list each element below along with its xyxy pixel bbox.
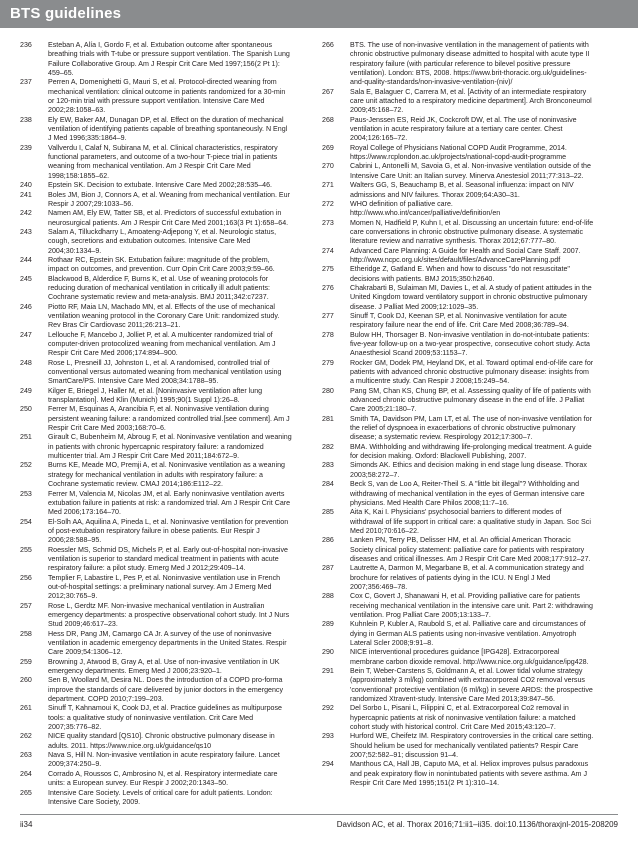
reference-number: 248 [20,358,32,367]
reference-item [322,247,594,266]
reference-number: 287 [322,564,334,573]
reference-number: 272 [322,199,334,208]
reference-text: Cabrini L, Antonelli M, Savoia G, et al. Non-invasive ventilation outside of the Intensive Care Unit: an Italian survey. Minerva Anestesiol 2011;77:313–22. [350,162,591,180]
reference-number: 260 [20,676,32,685]
reference-number: 259 [20,657,32,666]
reference-text: Kuhnlein P, Kubler A, Raubold S, et al. Palliative care and circumstances of dying in German ALS patients using non-invasive ventilation. Amyotroph Lateral Scler 2008;9:91–8. [350,620,586,647]
reference-text: Chakrabarti B, Sulaiman MI, Davies L, et al. A study of patient attitudes in the United Kingdom toward ventilatory support in chronic obstructive pulmonary disease. J Palliat Med 2009;12:1029–35. [350,283,592,311]
reference-text: Royal College of Physicians National COPD Audit Programme, 2014. https://www.rcplondon.ac.uk/projects/national-copd-audit-programme [350,143,567,162]
reference-number: 278 [322,330,334,339]
reference-item [20,658,292,677]
reference-item [20,116,292,144]
reference-text: Nava S, Hill N. Non-invasive ventilation in acute respiratory failure. Lancet 2009;374:250–9. [48,751,280,769]
section-header-bar [0,0,638,28]
reference-item [322,200,594,219]
reference-number: 270 [322,162,334,171]
reference-number: 265 [20,788,32,797]
reference-item [20,574,292,602]
reference-item [322,219,594,247]
reference-text: Bulow HH, Thorsager B. Non-invasive ventilation in do-not-intubate patients: five-year follow-up on a two-year prospective, consecutive cohort study. Acta Anaesthesiol Scand 2009;53:1153–7. [350,330,590,358]
reference-text: Intensive Care Society. Levels of critical care for adult patients. London: Intensive Care Society, 2009. [48,788,273,806]
reference-item [20,181,292,190]
reference-number: 240 [20,181,32,190]
reference-item [20,676,292,704]
reference-text: Blackwood B, Alderdice F, Burns K, et al. Use of weaning protocols for reducing duration of mechanical ventilation in critically ill adult patients: Cochrane systematic review and meta-analysis. BMJ 2011;342:c7237. [48,274,270,302]
reference-number: 283 [322,461,334,470]
reference-text: Beck S, van de Loo A, Reiter-Theil S. A "little bit illegal"? Withholding and withdrawing of mechanical ventilation in the eyes of German intensive care physicians. Med Health Care Philos 2008;11:7–16. [350,480,585,507]
reference-number: 255 [20,545,32,554]
reference-item [20,546,292,574]
reference-item [20,732,292,751]
reference-number: 269 [322,143,334,152]
reference-item [322,415,594,443]
reference-text: Smith TA, Davidson PM, Lam LT, et al. The use of non-invasive ventilation for the relief of dyspnoea in exacerbations of chronic obstructive pulmonary disease; a systematic review. Respirology 2012;17:300–7. [350,414,592,442]
reference-text: Momen N, Hadfield P, Kuhn I, et al. Discussing an uncertain future: end-of-life care conversations in chronic obstructive pulmonary disease. A systematic literature review and narrative synthesis. Thorax 2012;67:777–80. [350,218,594,246]
section-title: BTS guidelines [10,5,122,22]
reference-text: Templier F, Labastire L, Pes P, et al. Noninvasive ventilation use in French out-of-hospital settings: a preliminary national survey. Am J Emerg Med 2012;30:765–9. [48,573,281,601]
reference-item [20,630,292,658]
reference-number: 243 [20,227,32,236]
reference-text: NICE interventional procedures guidance [IPG428]. Extracorporeal membrane carbon dioxide removal. http://www.nice.org.uk/guidance/ipg428. [350,648,589,666]
reference-text: Sala E, Balaguer C, Carrera M, et al. [Activity of an intermediate respiratory care unit attached to a respiratory medicine department]. Arch Bronconeumol 2009;45:168–72. [350,87,592,115]
reference-text: Sinuff T, Kahnamoui K, Cook DJ, et al. Practice guidelines as multipurpose tools: a qualitative study of noninvasive ventilation. Crit Care Med 2007;35:776–82. [48,704,282,732]
reference-text: Kilger E, Briegel J, Haller M, et al. [Noninvasive ventilation after lung transplantation]. Med Klin (Munich) 1995;90(1 Suppl 1):26–8. [48,386,263,405]
reference-item [322,88,594,116]
reference-item [20,331,292,359]
reference-item [20,78,292,115]
reference-number: 247 [20,330,32,339]
reference-number: 252 [20,461,32,470]
reference-item [20,228,292,256]
footer-citation: Davidson AC, et al. Thorax 2016;71:ii1–ii35. doi:10.1136/thoraxjnl-2015-208209 [336,820,618,829]
reference-number: 267 [322,87,334,96]
reference-text: Rose L, Gerdtz MF. Non-invasive mechanical ventilation in Australian emergency departments: a prospective observational cohort study. Int J Nurs Stud 2009;46:617–23. [48,601,290,629]
reference-text: Roessler MS, Schmid DS, Michels P, et al. Early out-of-hospital non-invasive ventilation is superior to standard medical treatment in patients with acute respiratory failure: a pilot study. Emerg Med J 2012;29:409–14. [48,545,288,573]
reference-item [20,433,292,461]
reference-item [322,331,594,359]
reference-item [20,602,292,630]
reference-number: 264 [20,769,32,778]
reference-number: 257 [20,601,32,610]
reference-item [322,443,594,462]
reference-item [20,387,292,406]
reference-text: Lanken PN, Terry PB, Delisser HM, et al. An official American Thoracic Society clinical policy statement: palliative care for patients with respiratory diseases and critical illnesses. Am J Respir Crit Care Med 2008;177:912–27. [350,536,591,563]
reference-text: Vallverdu I, Calaf N, Subirana M, et al. Clinical characteristics, respiratory functional parameters, and outcome of a two-hour T-piece trial in patients weaning from mechanical ventilation. Am J Respir Crit Care Med 1998;158:1855–62. [48,143,278,180]
reference-number: 244 [20,255,32,264]
reference-number: 291 [322,667,334,676]
reference-number: 285 [322,508,334,517]
reference-text: Sinuff T, Cook DJ, Keenan SP, et al. Noninvasive ventilation for acute respiratory failure near the end of life. Crit Care Med 2008;36:789–94. [350,311,569,330]
reference-item [20,209,292,228]
reference-item [322,592,594,620]
reference-text: Corrado A, Roussos C, Ambrosino N, et al. Respiratory intermediate care units: a European survey. Eur Respir J 2002;20:1343–50. [48,769,278,788]
reference-text: Ely EW, Baker AM, Dunagan DP, et al. Effect on the duration of mechanical ventilation of identifying patients capable of breathing spontaneously. N Engl J Med 1996;335:1864–9. [48,115,288,143]
reference-number: 238 [20,115,32,124]
references-left-column [20,41,292,807]
reference-item [322,732,594,760]
reference-item [322,704,594,732]
reference-text: NICE quality standard [QS10]. Chronic obstructive pulmonary disease in adults. 2011. https://www.nice.org.uk/guidance/qs10 [48,732,275,750]
reference-number: 239 [20,143,32,152]
reference-text: Salam A, Tilluckdharry L, Amoateng-Adjepong Y, et al. Neurologic status, cough, secretions and extubation outcomes. Intensive Care Med 2004;30:1334–9. [48,227,277,255]
reference-text: Manthous CA, Hall JB, Caputo MA, et al. Heliox improves pulsus paradoxus and peak expiratory flow in nonintubated patients with severe asthma. Am J Respir Crit Care Med 1995;151(2 Pt 1):310–14. [350,760,589,788]
reference-number: 292 [322,704,334,713]
reference-number: 275 [322,265,334,274]
reference-number: 261 [20,704,32,713]
reference-number: 286 [322,536,334,545]
reference-number: 288 [322,592,334,601]
reference-number: 237 [20,78,32,87]
reference-text: Etheridge Z, Gatland E. When and how to discuss "do not resuscitate" decisions with patients. BMJ 2015;350:h2640. [350,265,570,283]
reference-text: Epstein SK. Decision to extubate. Intensive Care Med 2002;28:535–46. [48,181,272,190]
references-right-column [322,41,594,789]
reference-item [322,116,594,144]
reference-item [322,41,594,88]
reference-number: 254 [20,517,32,526]
reference-number: 262 [20,732,32,741]
reference-text: Paus-Jenssen ES, Reid JK, Cockcroft DW, et al. The use of noninvasive ventilation in acute respiratory failure at a tertiary care center. Chest 2004;126:165–72. [350,115,577,143]
reference-item [322,620,594,648]
reference-number: 249 [20,386,32,395]
reference-item [322,359,594,387]
reference-item [322,564,594,592]
reference-number: 241 [20,190,32,199]
reference-number: 289 [322,620,334,629]
reference-text: Rothaar RC, Epstein SK. Extubation failure: magnitude of the problem, impact on outcomes, and prevention. Curr Opin Crit Care 2003;9:59–66. [48,255,275,274]
reference-item [322,265,594,284]
reference-item [20,789,292,808]
page-number: ii34 [20,820,33,829]
reference-number: 290 [322,648,334,657]
reference-item [322,480,594,508]
reference-text: Lellouche F, Mancebo J, Jolliet P, et al. A multicenter randomized trial of computer-driven protocolized weaning from mechanical ventilation. Am J Respir Crit Care Med 2006;174:894–900. [48,330,276,358]
reference-item [20,275,292,303]
reference-text: Walters GG, S, Beauchamp B, et al. Seasonal influenza: impact on NIV admissions and NIV failures. Thorax 2009;64:A30–31. [350,181,574,199]
reference-text: Perren A, Domenighetti G, Mauri S, et al. Protocol-directed weaning from mechanical ventilation: clinical outcome in patients randomized for a 30-min or 120-min trial with pressure support ventilation. Intensive Care Med 2002;28:1058–63. [48,78,286,115]
reference-item [20,770,292,789]
reference-item [322,181,594,200]
reference-text: Esteban A, Alía I, Gordo F, et al. Extubation outcome after spontaneous breathing trials with T-tube or pressure support ventilation. The Spanish Lung Failure Collaborative Group. Am J Respir Crit Care Med 1997;156(2 Pt 1): 459–65. [48,41,290,78]
reference-item [322,387,594,415]
reference-item [20,256,292,275]
reference-number: 274 [322,246,334,255]
reference-item [322,648,594,667]
reference-text: Rose L, Presneill JJ, Johnston L, et al. A randomised, controlled trial of conventional versus automated weaning from mechanical ventilation using SmartCare/PS. Intensive Care Med 2008;34:1788–95. [48,358,282,386]
reference-item [322,284,594,312]
reference-text: Simonds AK. Ethics and decision making in end stage lung disease. Thorax 2003;58:272–7. [350,461,587,479]
reference-text: Cox C, Govert J, Shanawani H, et al. Providing palliative care for patients receiving mechanical ventilation in the intensive care unit. Part 2: withdrawing ventilation. Prog Palliat Care 2005;13:133–7. [350,592,593,619]
reference-item [20,303,292,331]
reference-item [20,144,292,181]
reference-text: Lautrette A, Darmon M, Megarbane B, et al. A communication strategy and brochure for relatives of patients dying in the ICU. N Engl J Med 2007;356:469–78. [350,564,584,591]
reference-text: Browning J, Atwood B, Gray A, et al. Use of non-invasive ventilation in UK emergency departments. Emerg Med J 2006;23:920–1. [48,657,280,676]
reference-item [322,461,594,480]
reference-text: Namen AM, Ely EW, Tatter SB, et al. Predictors of successful extubation in neurosurgical patients. Am J Respir Crit Care Med 2001;163(3 Pt 1):658–64. [48,209,289,227]
reference-item [20,518,292,546]
reference-item [20,751,292,770]
reference-text: Aita K, Kai I. Physicians' psychosocial barriers to different modes of withdrawal of life support in critical care: a qualitative study in Japan. Soc Sci Med 2010;70:616–22. [350,508,591,535]
reference-number: 271 [322,181,334,190]
reference-item [20,41,292,78]
reference-item [20,191,292,210]
reference-number: 268 [322,115,334,124]
reference-item [20,490,292,518]
reference-number: 277 [322,311,334,320]
reference-number: 276 [322,283,334,292]
reference-text: Hess DR, Pang JM, Camargo CA Jr. A survey of the use of noninvasive ventilation in academic emergency departments in the United States. Respir Care 2009;54:1306–12. [48,629,287,657]
reference-item [322,144,594,163]
reference-item [322,312,594,331]
reference-text: Piotto RF, Maia LN, Machado MN, et al. Effects of the use of mechanical ventilation weaning protocol in the Coronary Care Unit: randomized study. Rev Bras Cir Cardiovasc 2011;26:213–21. [48,302,280,330]
reference-item [322,667,594,704]
reference-number: 245 [20,274,32,283]
reference-number: 273 [322,218,334,227]
reference-item [322,508,594,536]
reference-number: 266 [322,41,334,49]
reference-text: Advanced Care Planning: A Guide for Health and Social Care Staff. 2007. http://www.ncpc.org.uk/sites/default/files/AdvanceCarePlanning.pdf [350,246,581,264]
reference-number: 251 [20,433,32,442]
reference-number: 246 [20,302,32,311]
reference-number: 250 [20,405,32,414]
reference-text: El-Solh AA, Aquilina A, Pineda L, et al. Noninvasive ventilation for prevention of post-extubation respiratory failure in obese patients. Eur Respir J 2006;28:588–95. [48,517,289,545]
footer-divider [20,814,618,815]
reference-number: 280 [322,386,334,395]
reference-number: 256 [20,573,32,582]
reference-text: Ferrer M, Valencia M, Nicolas JM, et al. Early noninvasive ventilation averts extubation failure in patients at risk: a randomized trial. Am J Respir Crit Care Med 2006;173:164–70. [48,489,291,517]
reference-item [322,760,594,788]
reference-text: WHO definition of palliative care. http://www.who.int/cancer/palliative/definition/en [350,199,501,218]
reference-number: 282 [322,442,334,451]
reference-text: Burns KE, Meade MO, Premji A, et al. Noninvasive ventilation as a weaning strategy for mechanical ventilation in adults with respiratory failure: a Cochrane systematic review. CMAJ 2014;186:E112–22. [48,461,285,489]
reference-number: 258 [20,629,32,638]
reference-text: Hurford WE, Cheifetz IM. Respiratory controversies in the critical care setting. Should helium be used for mechanically ventilated patients? Respir Care 2007;52:582–91; discussion 91–4. [350,732,594,760]
reference-number: 242 [20,209,32,218]
reference-number: 293 [322,732,334,741]
reference-text: Bein T, Weber-Carstens S, Goldmann A, et al. Lower tidal volume strategy (approximately 3 ml/kg) combined with extracorporeal CO2 removal versus 'conventional' protective ventilation (6 ml/kg) in severe ARDS: the prospective randomized Xtravent-study. Intensive Care Med 2013;39:847–56. [350,667,593,704]
reference-item [20,704,292,732]
reference-item [20,359,292,387]
reference-number: 279 [322,358,334,367]
reference-number: 253 [20,489,32,498]
reference-text: Girault C, Bubenheim M, Abroug F, et al. Noninvasive ventilation and weaning in patients with chronic hypercapnic respiratory failure: a randomized multicenter trial. Am J Respir Crit Care Med 2011;184:672–9. [48,433,292,461]
reference-text: BTS. The use of non-invasive ventilation in the management of patients with chronic obstructive pulmonary disease admitted to hospital with acute type II respiratory failure (with particular reference to bilevel positive pressure ventilation). London: BTS, 2008. https://www.brit-thoracic.org.uk/guidelines-and-quality-standards/non-invasive-ventilation-(niv)/ [350,41,590,87]
reference-item [20,405,292,433]
reference-text: Rocker GM, Dodek PM, Heyland DK, et al. Toward optimal end-of-life care for patients with advanced chronic obstructive pulmonary disease: insights from a multicentre study. Can Respir J 2008;15:249–54. [350,358,594,386]
reference-number: 294 [322,760,334,769]
reference-text: Boles JM, Bion J, Connors A, et al. Weaning from mechanical ventilation. Eur Respir J 2007;29:1033–56. [48,190,290,208]
reference-number: 281 [322,414,334,423]
reference-text: Pang SM, Chan KS, Chung BP, et al. Assessing quality of life of patients with advanced chronic obstructive pulmonary disease in the end of life. J Palliat Care 2005;21:180–7. [350,386,591,414]
reference-item [322,536,594,564]
reference-text: Sen B, Woollard M, Desira NL. Does the introduction of a COPD pro-forma improve the standards of care delivered by junior doctors in the emergency department. COPD 2010;7:199–203. [48,676,284,704]
reference-item [20,461,292,489]
reference-text: Del Sorbo L, Pisani L, Filippini C, et al. Extracorporeal Co2 removal in hypercapnic patients at risk of noninvasive ventilation failure: a matched cohort study with historical control. Crit Care Med 2015;43:120–7. [350,704,576,732]
reference-number: 284 [322,480,334,489]
reference-text: BMA. Withholding and withdrawing life-prolonging medical treatment. A guide for decision making. Oxford: Blackwell Publishing, 2007. [350,442,592,461]
reference-text: Ferrer M, Esquinas A, Arancibia F, et al. Noninvasive ventilation during persistent weaning failure: a randomized controlled trial.[see comment]. Am J Respir Crit Care Med 2003;168:70–6. [48,405,290,433]
reference-number: 263 [20,751,32,760]
reference-item [322,162,594,181]
reference-number: 236 [20,41,32,49]
